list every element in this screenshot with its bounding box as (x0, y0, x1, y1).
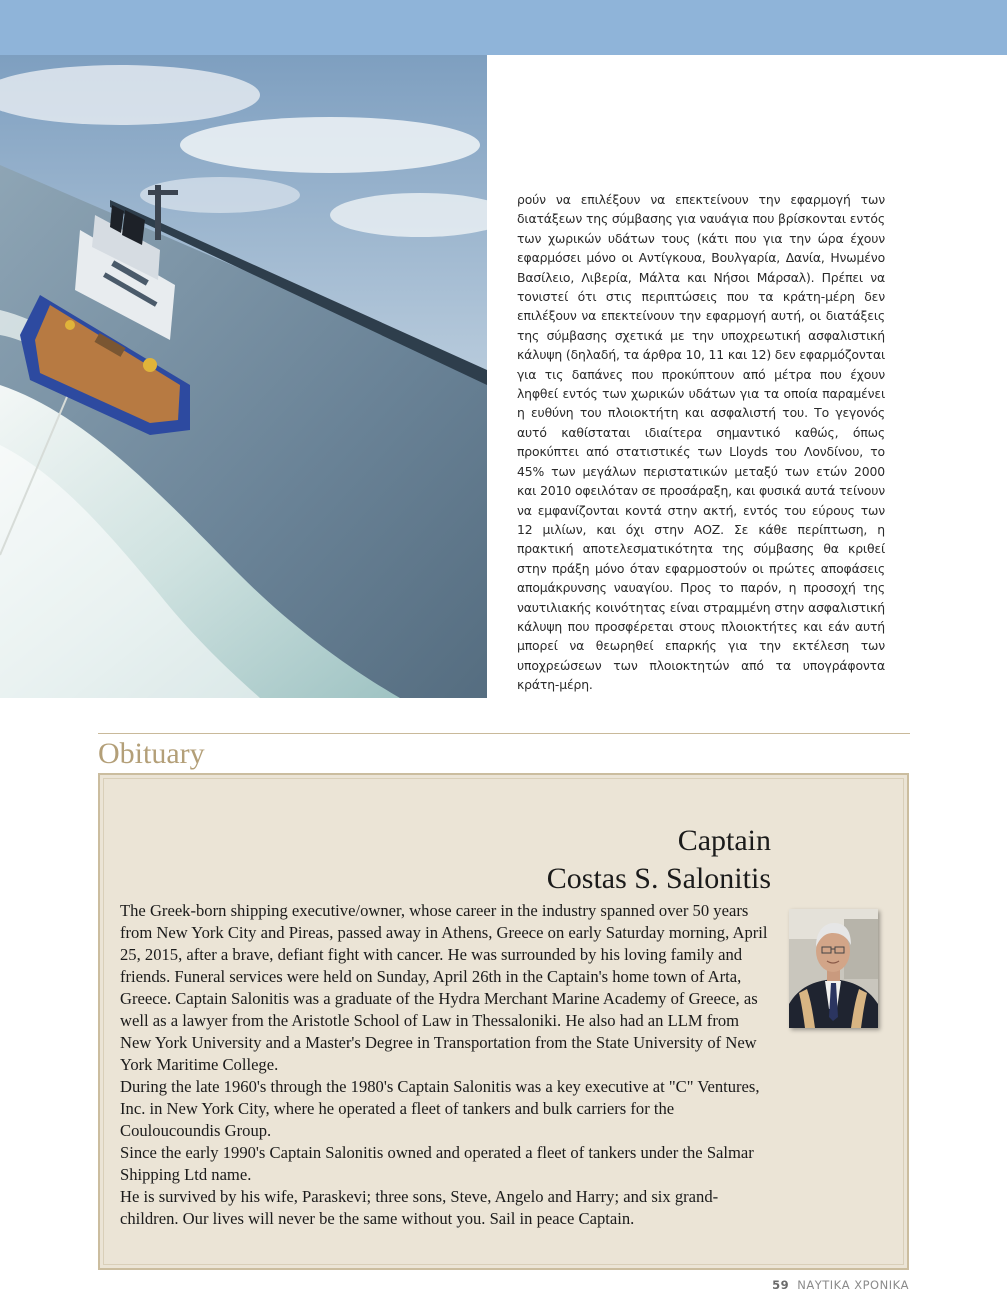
top-color-band (0, 0, 1007, 55)
portrait-photo (789, 909, 878, 1028)
obituary-paragraph: The Greek-born shipping executive/owner, whose career in the industry spanned over 50 years from New York City and Pireas, passed away in Athens, Greece on early Saturday morning, April 25, 2015, after a brave, defiant fight with cancer. He was surrounded by his loving family and friends. Funeral services were held on Sunday, April 26th in the Captain's home town of Arta, Greece. Captain Salonitis was a graduate of the Hydra Merchant Marine Academy of Greece, as well as a lawyer from the Aristotle School of Law in Thessaloniki. He also had an LLM from New York University and a Master's Degree in Transportation from the State University of New York Maritime College. (120, 901, 768, 1074)
obituary-paragraph: He is survived by his wife, Paraskevi; three sons, Steve, Angelo and Harry; and six grand-children. Our lives will never be the same without you. Sail in peace Captain. (120, 1187, 719, 1228)
page-footer (772, 1278, 909, 1291)
section-divider (98, 733, 910, 734)
obituary-name-line2: Costas S. Salonitis (546, 862, 771, 895)
section-title: Obituary (98, 737, 205, 770)
greek-article-paragraph: ρούν να επιλέξουν να επεκτείνουν την εφαρμογή των διατάξεων της σύμβασης για ναυάγια που βρίσκονται εντός των χωρικών υδάτων τους (κάτι που για την ώρα έχουν εφαρμόσει μόνο οι Αντίγκουα, Βουλγαρία, Δανία, Ηνωμένο Βασίλειο, Λιβερία, Μάλτα και Νήσοι Μάρσαλ). Πρέπει να τονιστεί ότι στις περιπτώσεις που τα κράτη-μέρη δεν επιλέξουν να επεκτείνουν την εφαρμογή αυτή, οι διατάξεις της σύμβασης σχετικά με την υποχρεωτική ασφαλιστική κάλυψη (δηλαδή, τα άρθρα 10, 11 και 12) δεν εφαρμόζονται για τις δαπάνες που προκύπτουν από μέτρα που έχουν ληφθεί εντός των χωρικών υδάτων για τα οποία παραμένει η ευθύνη του πλοιοκτήτη και ασφαλιστή του. Το γεγονός αυτό καθίσταται ιδιαίτερα σημαντικό καθώς, όπως προκύπτει από στατιστικές των Lloyds του Λονδίνου, το 45% των μεγάλων περιστατικών μεταξύ των ετών 2000 και 2010 οφειλόταν σε προσάραξη, και φυσικά αυτά τείνουν να εμφανίζονται κοντά στην ακτή, εντός του εύρους των 12 μιλίων, και όχι στην ΑΟΖ. Σε κάθε περίπτωση, η πρακτική αποτελεσματικότητα της σύμβασης θα κριθεί στην πράξη μόνο όταν εφαρμοστούν οι πρώτες αποφάσεις απομάκρυνσης ναυαγίου. Προς το παρόν, η προσοχή της ναυτιλιακής κοινότητας είναι στραμμένη στην ασφαλιστική κάλυψη που προσφέρεται στους πλοιοκτήτες και εάν αυτή μπορεί να θεωρηθεί επαρκής για την εκτέλεση των υποχρεώσεων των πλοιοκτητών από τα υπογράφοντα κράτη-μέρη. (517, 192, 885, 693)
tugboat-photo (0, 55, 487, 698)
obituary-name-line1: Captain (677, 824, 771, 857)
obituary-body (120, 900, 772, 1230)
page-number: 59 (772, 1278, 790, 1291)
obituary-heading (547, 822, 771, 898)
obituary-paragraph: Since the early 1990's Captain Salonitis owned and operated a fleet of tankers under the Salmar Shipping Ltd name. (120, 1143, 754, 1184)
obituary-paragraph: During the late 1960's through the 1980's Captain Salonitis was a key executive at "C" Ventures, Inc. in New York City, where he operated a fleet of tankers and bulk carriers for the Couloucoundis Group. (120, 1077, 760, 1140)
publication-name: ΝΑΥΤΙΚΑ ΧΡΟΝΙΚΑ (797, 1278, 909, 1291)
